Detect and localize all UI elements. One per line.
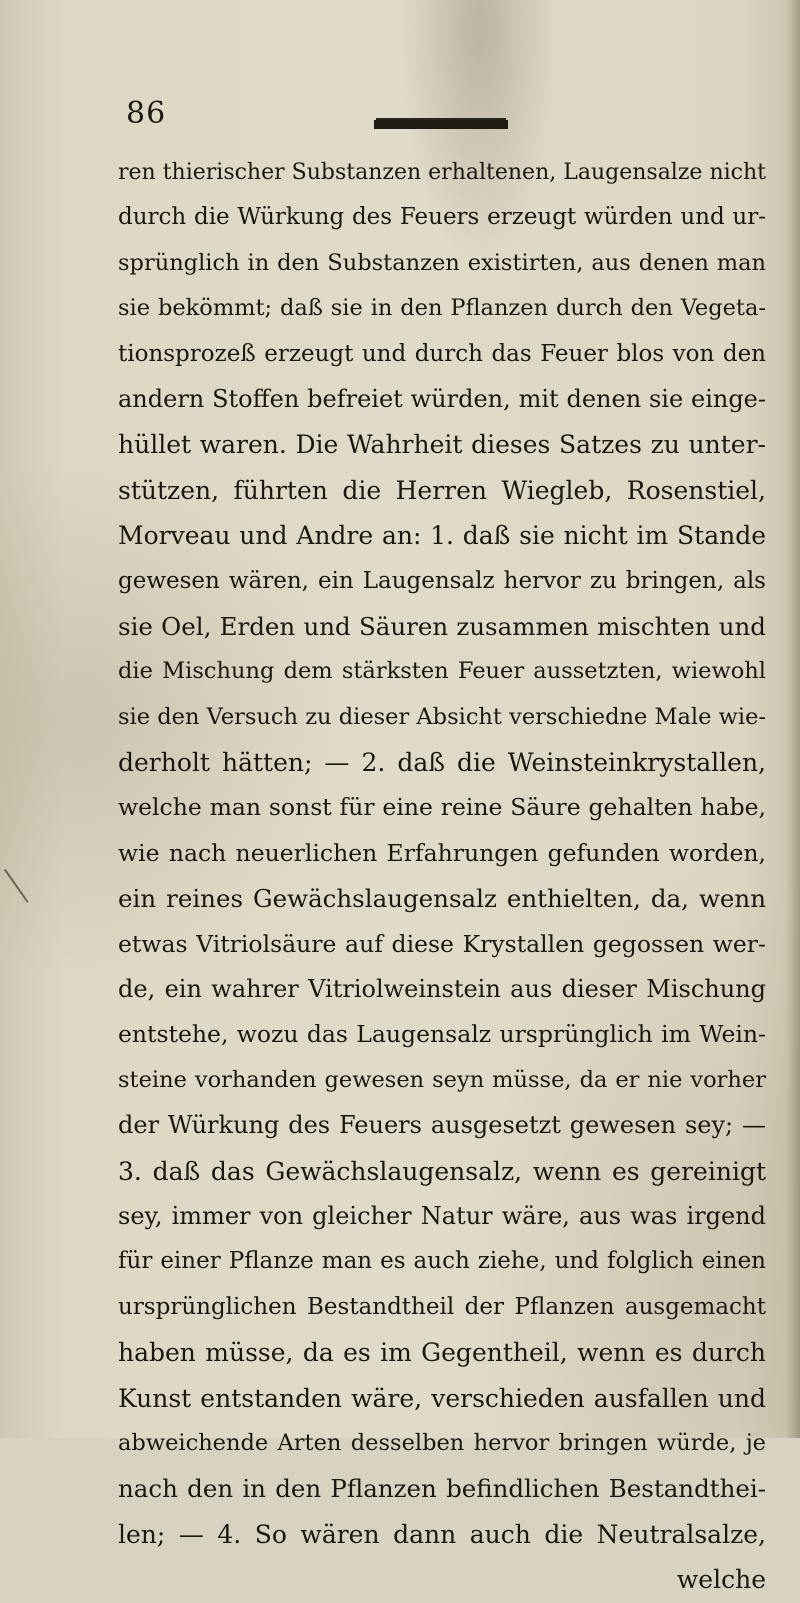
text-line: Kunst entstanden wäre, verschieden ausfallen und <box>118 1383 766 1413</box>
text-line: haben müsse, da es im Gegentheil, wenn es durch <box>118 1338 766 1368</box>
text-line: etwas Vitriolsäure auf diese Krystallen gegossen wer- <box>118 929 766 958</box>
text-line: welche man sonst für eine reine Säure gehalten habe, <box>118 793 766 822</box>
margin-pencil-mark <box>4 854 50 903</box>
text-line: Morveau und Andre an: 1. daß sie nicht im Stande <box>118 521 766 551</box>
page-edge-shadow <box>786 0 800 1438</box>
text-line: de, ein wahrer Vitriolweinstein aus dieser Mischung <box>118 975 766 1004</box>
text-line: len; — 4. So wären dann auch die Neutralsalze, <box>118 1519 766 1549</box>
text-line: sprünglich in den Substanzen existirten, aus denen man <box>118 249 766 276</box>
text-line: durch die Würkung des Feuers erzeugt würden und ur- <box>118 204 766 231</box>
page-number: 86 <box>126 96 167 131</box>
text-line: derholt hätten; — 2. daß die Weinsteinkrystallen, <box>118 748 766 778</box>
text-line: die Mischung dem stärksten Feuer aussetzten, wiewohl <box>118 658 766 685</box>
text-line: entstehe, wozu das Laugensalz ursprünglich im Wein- <box>118 1020 766 1049</box>
text-line: sie bekömmt; daß sie in den Pflanzen durch den Vegeta- <box>118 295 766 322</box>
text-line: stützen, führten die Herren Wiegleb, Rosenstiel, <box>118 475 766 505</box>
text-line: wie nach neuerlichen Erfahrungen gefunden worden, <box>118 838 766 867</box>
text-line: abweichende Arten desselben hervor bringen würde, je <box>118 1429 766 1456</box>
text-line: ein reines Gewächslaugensalz enthielten, da, wenn <box>118 884 766 914</box>
text-line: 3. daß das Gewächslaugensalz, wenn es gereinigt <box>118 1156 766 1186</box>
text-line: hüllet waren. Die Wahrheit dieses Satzes zu unter- <box>118 430 766 460</box>
text-line: sey, immer von gleicher Natur wäre, aus was irgend <box>118 1201 766 1230</box>
text-line: gewesen wären, ein Laugensalz hervor zu bringen, als <box>118 567 766 594</box>
text-line: der Würkung des Feuers ausgesetzt gewesen sey; — <box>118 1111 766 1140</box>
header-rule <box>374 120 508 129</box>
text-line: ursprünglichen Bestandtheil der Pflanzen ausgemacht <box>118 1293 766 1320</box>
text-line: steine vorhanden gewesen seyn müsse, da er nie vorher <box>118 1066 766 1093</box>
text-line: für einer Pflanze man es auch ziehe, und folglich einen <box>118 1248 766 1275</box>
text-line: sie den Versuch zu dieser Absicht verschiedne Male wie- <box>118 703 766 730</box>
text-line: ren thierischer Substanzen erhaltenen, Laugensalze nicht <box>118 160 766 185</box>
text-line: nach den in den Pflanzen befindlichen Bestandthei- <box>118 1474 766 1504</box>
text-line: tionsprozeß erzeugt und durch das Feuer blos von den <box>118 340 766 367</box>
catchword: welche <box>676 1565 766 1595</box>
text-line: sie Oel, Erden und Säuren zusammen mischten und <box>118 611 766 641</box>
text-line: andern Stoffen befreiet würden, mit denen sie einge- <box>118 384 766 413</box>
body-text <box>118 150 766 1603</box>
